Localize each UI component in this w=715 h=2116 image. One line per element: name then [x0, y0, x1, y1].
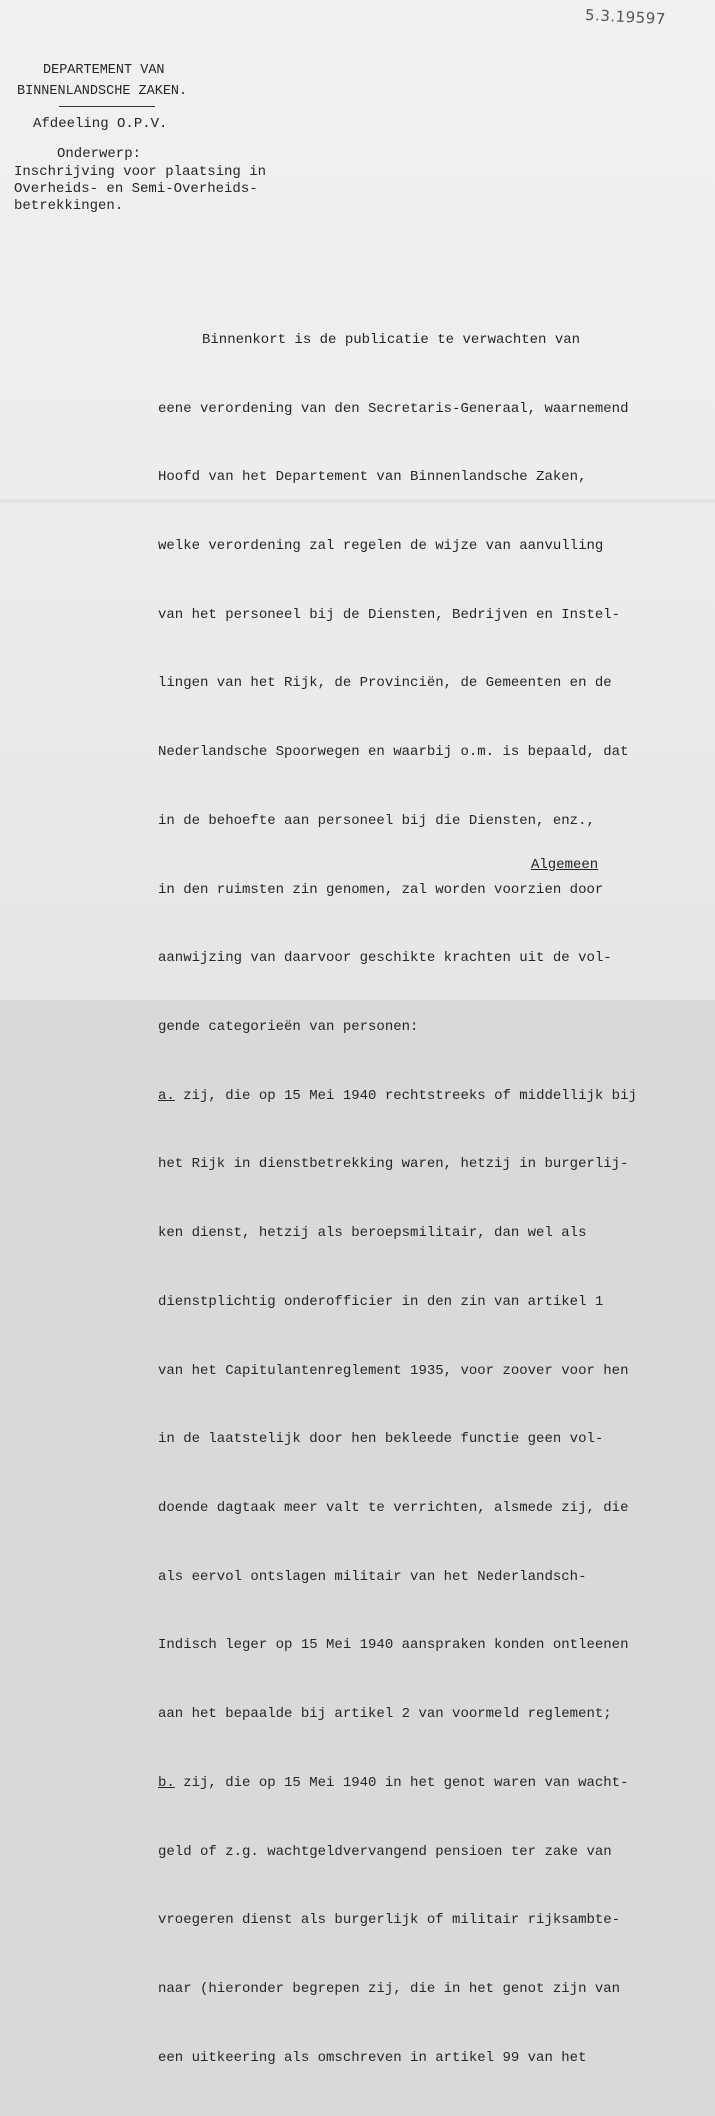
department-header — [17, 60, 187, 102]
body-line: eene verordening van den Secretaris-Generaal, waarnemend — [158, 400, 629, 417]
onderwerp-label: Onderwerp: — [57, 146, 142, 162]
subject-line: Inschrijving voor plaatsing in — [14, 164, 267, 180]
body-line: als eervol ontslagen militair van het Nederlandsch- — [158, 1568, 587, 1585]
subject-block — [14, 164, 266, 215]
item-a-marker: a. — [158, 1087, 175, 1104]
subject-line: Overheids- en Semi-Overheids- — [14, 181, 258, 197]
body-line: ken dienst, hetzij als beroepsmilitair, dan wel als — [158, 1225, 587, 1242]
body-line: lingen van het Rijk, de Provinciën, de Gemeenten en de — [158, 675, 612, 692]
letter-body — [158, 283, 678, 2116]
item-b-marker: b. — [158, 1774, 175, 1791]
body-line: welke verordening zal regelen de wijze van aanvulling — [158, 537, 604, 554]
header-divider-rule — [59, 106, 155, 107]
item-a-first-line — [158, 1085, 678, 1108]
body-line: in de laatstelijk door hen bekleede functie geen vol- — [158, 1431, 604, 1448]
body-line: Binnenkort is de publicatie te verwachten van — [202, 331, 581, 348]
body-line: in de behoefte aan personeel bij die Diensten, enz., — [158, 812, 595, 829]
body-line: van het Capitulantenreglement 1935, voor zoover voor hen — [158, 1362, 629, 1379]
body-line: een uitkeering als omschreven in artikel 99 van het — [158, 2049, 587, 2066]
body-line: in den ruimsten zin genomen, zal worden voorzien door — [158, 881, 604, 898]
page-catchword: Algemeen — [531, 857, 599, 873]
item-b-text: zij, die op 15 Mei 1940 in het genot waren van wacht- — [174, 1774, 629, 1791]
archive-number-handwritten: 5.3.19597 — [584, 5, 667, 29]
body-line: het Rijk in dienstbetrekking waren, hetzij in burgerlij- — [158, 1156, 629, 1173]
afdeeling-line: Afdeeling O.P.V. — [33, 116, 168, 132]
body-line: doende dagtaak meer valt te verrichten, alsmede zij, die — [158, 1500, 629, 1517]
subject-line: betrekkingen. — [14, 198, 124, 214]
body-line: aanwijzing van daarvoor geschikte krachten uit de vol- — [158, 950, 612, 967]
item-b-first-line — [158, 1772, 678, 1795]
body-line: Nederlandsche Spoorwegen en waarbij o.m. is bepaald, dat — [158, 744, 629, 761]
body-line: van het personeel bij de Diensten, Bedrijven en Instel- — [158, 606, 621, 623]
department-line-2: BINNENLANDSCHE ZAKEN. — [17, 84, 188, 99]
body-line: Indisch leger op 15 Mei 1940 aanspraken konden ontleenen — [158, 1637, 629, 1654]
body-line: dienstplichtig onderofficier in den zin van artikel 1 — [158, 1293, 604, 1310]
body-line: geld of z.g. wachtgeldvervangend pensioen ter zake van — [158, 1843, 612, 1860]
item-a-text: zij, die op 15 Mei 1940 rechtstreeks of middellijk bij — [174, 1087, 637, 1104]
department-line-1: DEPARTEMENT VAN — [43, 63, 165, 78]
body-line: naar (hieronder begrepen zij, die in het genot zijn van — [158, 1981, 621, 1998]
body-line: gende categorieën van personen: — [158, 1019, 419, 1035]
body-line: aan het bepaalde bij artikel 2 van voormeld reglement; — [158, 1706, 612, 1723]
body-line: vroegeren dienst als burgerlijk of militair rijksambte- — [158, 1912, 621, 1929]
body-line: Hoofd van het Departement van Binnenlandsche Zaken, — [158, 469, 587, 486]
